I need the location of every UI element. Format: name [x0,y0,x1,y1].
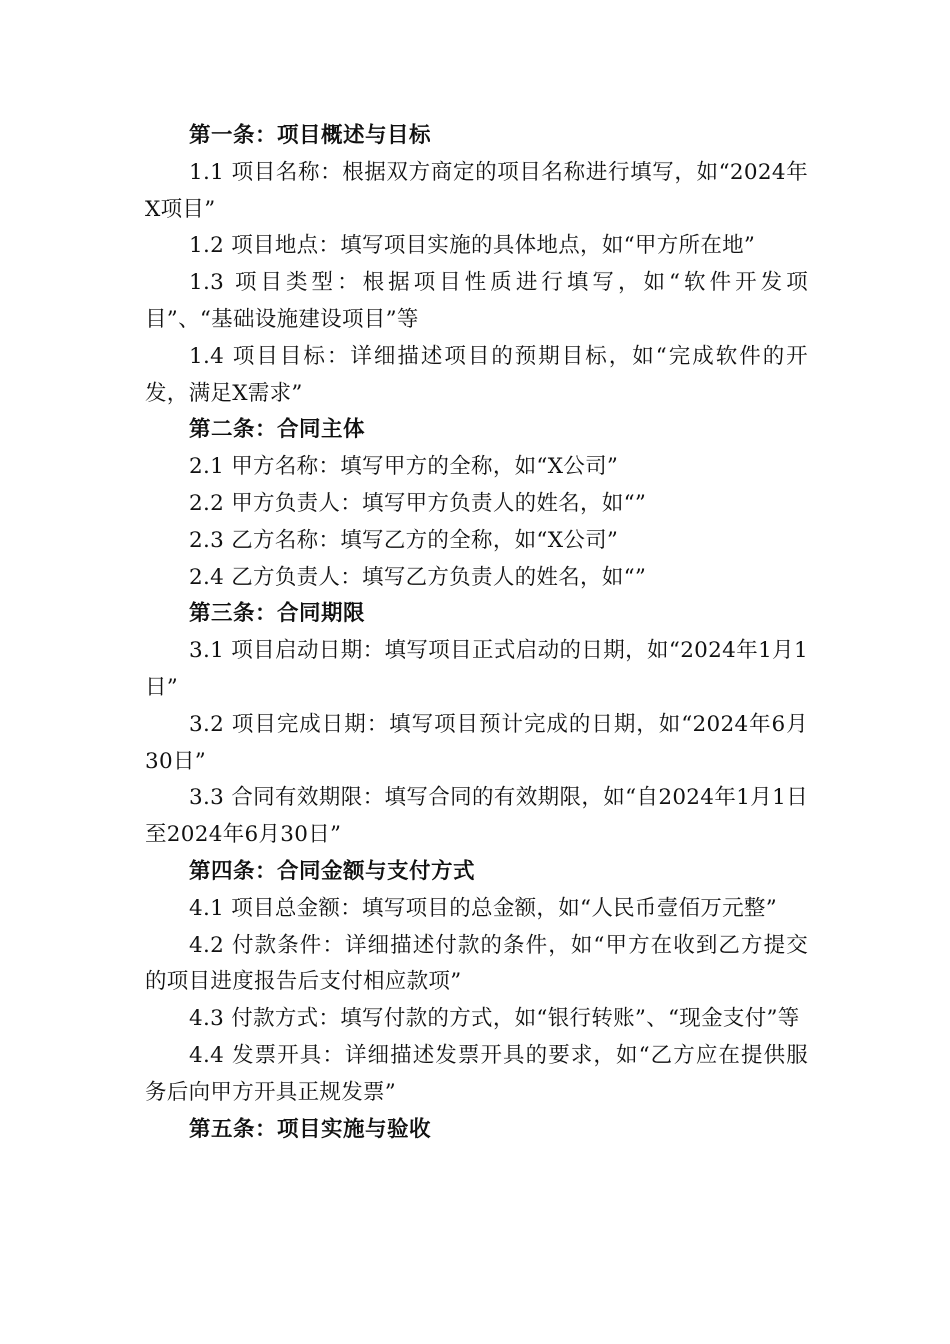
clause-4-3: 4.3 付款方式：填写付款的方式，如“银行转账”、“现金支付”等 [189,1006,800,1032]
clause-1-3: 1.3 项目类型：根据项目性质进行填写，如“软件开发项目”、“基础设施建设项目”等 [145,270,808,332]
clause-1-1: 1.1 项目名称：根据双方商定的项目名称进行填写，如“2024年X项目” [145,159,808,222]
clause-1-2: 1.2 项目地点：填写项目实施的具体地点，如“甲方所在地” [189,233,756,259]
document-body [145,118,808,1148]
clause-4-1: 4.1 项目总金额：填写项目的总金额，如“人民币壹佰万元整” [189,895,778,921]
section-heading: 第二条：合同主体 [189,417,366,443]
section-heading: 第一条：项目概述与目标 [189,123,432,148]
clause-2-1: 2.1 甲方名称：填写甲方的全称，如“X公司” [189,454,619,480]
clause-2-4: 2.4 乙方负责人：填写乙方负责人的姓名，如“” [189,564,647,590]
clause-4-2: 4.2 付款条件：详细描述付款的条件，如“甲方在收到乙方提交的项目进度报告后支付相应款项” [145,932,808,995]
section-heading: 第三条：合同期限 [189,601,366,627]
clause-3-3: 3.3 合同有效期限：填写合同的有效期限，如“自2024年1月1日至2024年6月30日” [145,785,808,848]
clause-2-2: 2.2 甲方负责人：填写甲方负责人的姓名，如“” [189,490,647,516]
clause-3-1: 3.1 项目启动日期：填写项目正式启动的日期，如“2024年1月1日” [145,638,808,700]
clause-3-2: 3.2 项目完成日期：填写项目预计完成的日期，如“2024年6月30日” [145,711,808,774]
section-heading: 第五条：项目实施与验收 [189,1116,432,1142]
section-heading: 第四条：合同金额与支付方式 [189,858,476,884]
clause-2-3: 2.3 乙方名称：填写乙方的全称，如“X公司” [189,527,619,553]
clause-1-4: 1.4 项目目标：详细描述项目的预期目标，如“完成软件的开发，满足X需求” [145,343,808,406]
clause-4-4: 4.4 发票开具：详细描述发票开具的要求，如“乙方应在提供服务后向甲方开具正规发票” [145,1042,808,1105]
